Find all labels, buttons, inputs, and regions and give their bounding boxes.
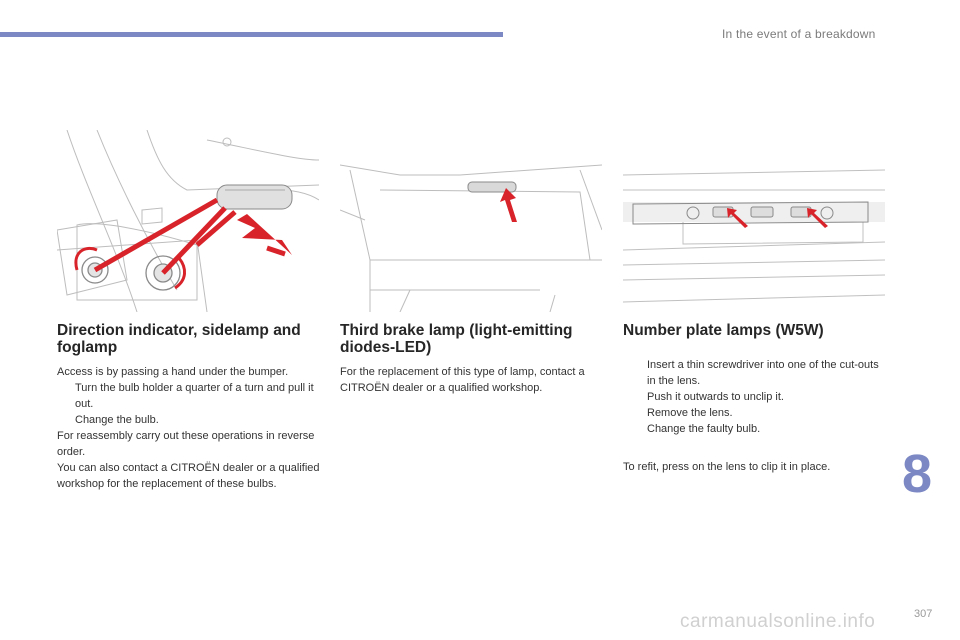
section-direction-indicator bbox=[57, 322, 322, 492]
section-heading: Number plate lamps (W5W) bbox=[623, 322, 824, 339]
list-item: Turn the bulb holder a quarter of a turn and pull it out. bbox=[75, 382, 314, 410]
section-title: In the event of a breakdown bbox=[722, 27, 876, 41]
illustration-front-bumper bbox=[57, 130, 319, 312]
list-item: Push it outwards to unclip it. bbox=[647, 391, 784, 403]
list-item: Remove the lens. bbox=[647, 407, 733, 419]
watermark: carmanualsonline.info bbox=[680, 611, 876, 632]
body-text: To refit, press on the lens to clip it in place. bbox=[623, 461, 831, 473]
list-item: Change the bulb. bbox=[75, 414, 159, 426]
header-accent-bar bbox=[0, 32, 503, 37]
body-text: For the replacement of this type of lamp, contact a CITROËN dealer or a qualified workshop. bbox=[340, 366, 585, 394]
intro-text: Access is by passing a hand under the bumper. bbox=[57, 366, 289, 378]
page-number: 307 bbox=[914, 608, 933, 620]
list-item: Change the faulty bulb. bbox=[647, 423, 761, 435]
body-text: For reassembly carry out these operations in reverse order. bbox=[57, 430, 315, 458]
list-item: Insert a thin screwdriver into one of the cut-outs in the lens. bbox=[647, 359, 879, 387]
section-number-plate-lamps bbox=[623, 322, 888, 475]
illustration-third-brake-lamp bbox=[340, 130, 602, 312]
section-third-brake-lamp bbox=[340, 322, 590, 396]
section-heading: Direction indicator, sidelamp and foglamp bbox=[57, 322, 301, 356]
illustration-number-plate-lamps bbox=[623, 130, 885, 312]
section-heading: Third brake lamp (light-emitting diodes-LED) bbox=[340, 322, 573, 356]
chapter-number: 8 bbox=[902, 444, 933, 504]
body-text: You can also contact a CITROËN dealer or a qualified workshop for the replacement of these bulbs. bbox=[57, 462, 320, 490]
